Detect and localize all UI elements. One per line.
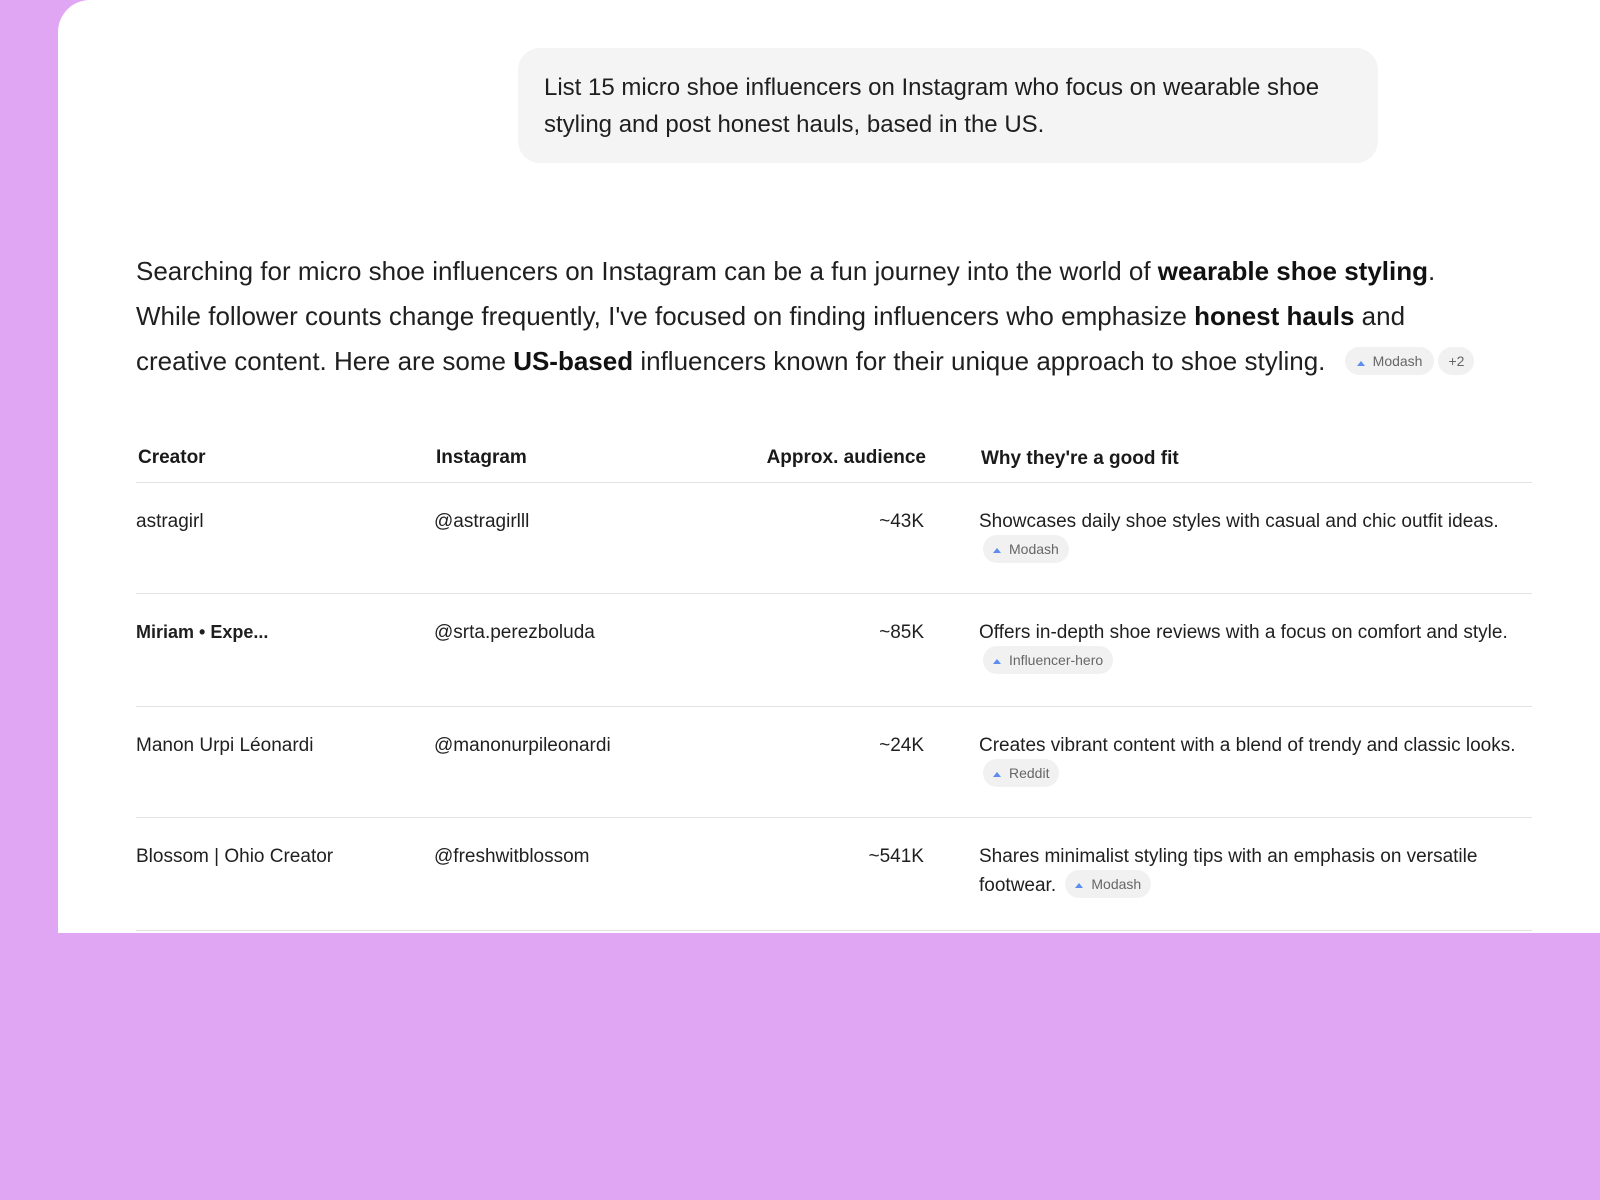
- table-row: [136, 483, 1532, 594]
- creator-name: Miriam • Expe...: [136, 622, 269, 642]
- source-icon: [993, 659, 1001, 664]
- row-source-label: Modash: [1091, 875, 1142, 892]
- more-sources-chip[interactable]: [1438, 347, 1474, 375]
- header-instagram: Instagram: [436, 447, 527, 468]
- header-audience: Approx. audience: [766, 447, 926, 468]
- why-text: Offers in-depth shoe reviews with a focus on comfort and style.: [979, 622, 1508, 643]
- why-text: Creates vibrant content with a blend of trendy and classic looks.: [979, 735, 1516, 756]
- audience-size: ~24K: [879, 735, 924, 756]
- answer-text-4: influencers known for their unique approach to shoe styling.: [633, 346, 1326, 376]
- table-header: [136, 434, 1532, 483]
- why-good-fit: [979, 818, 1527, 930]
- why-good-fit: [979, 594, 1527, 706]
- creator-name: astragirl: [136, 511, 204, 532]
- why-text: Showcases daily shoe styles with casual and chic outfit ideas.: [979, 511, 1499, 532]
- source-icon: [1357, 361, 1365, 366]
- creator-name: Blossom | Ohio Creator: [136, 846, 334, 867]
- user-message-bubble: [518, 48, 1378, 163]
- more-sources-label: +2: [1448, 353, 1465, 370]
- row-source-label: Modash: [1009, 540, 1059, 557]
- instagram-handle: @freshwitblossom: [434, 846, 590, 867]
- table-row: [136, 707, 1532, 818]
- why-good-fit: [979, 707, 1527, 817]
- answer-text-2: . While follower counts change frequently, I've focused on finding influencers who emphasize: [136, 256, 1436, 331]
- instagram-handle: @astragirlll: [434, 511, 530, 532]
- row-source-chip[interactable]: [1065, 870, 1151, 898]
- answer-bold-3: US-based: [513, 346, 634, 376]
- answer-text-1: Searching for micro shoe influencers on Instagram can be a fun journey into the world of: [136, 256, 1158, 286]
- creator-name: Manon Urpi Léonardi: [136, 735, 314, 756]
- influencer-table: [136, 434, 1532, 931]
- row-source-label: Reddit: [1009, 764, 1050, 781]
- user-message-text: List 15 micro shoe influencers on Instagram who focus on wearable shoe styling and post honest hauls, based in the US.: [544, 74, 1320, 138]
- source-icon: [993, 548, 1001, 553]
- row-source-label: Influencer-hero: [1009, 651, 1104, 668]
- header-why: Why they're a good fit: [981, 447, 1179, 469]
- instagram-handle: @manonurpileonardi: [434, 735, 611, 756]
- instagram-handle: @srta.perezboluda: [434, 622, 595, 643]
- chat-panel: [58, 0, 1600, 933]
- audience-size: ~541K: [868, 846, 924, 867]
- source-chip-label: Modash: [1372, 353, 1423, 370]
- header-creator: Creator: [138, 447, 206, 468]
- table-row: [136, 818, 1532, 931]
- row-source-chip[interactable]: [983, 535, 1069, 563]
- source-icon: [1075, 883, 1083, 888]
- source-icon: [993, 772, 1001, 777]
- row-source-chip[interactable]: [983, 759, 1059, 787]
- row-source-chip[interactable]: [983, 646, 1113, 674]
- source-chip[interactable]: [1345, 347, 1435, 375]
- answer-text-3: and creative content. Here are some: [136, 301, 1406, 376]
- answer-bold-1: wearable shoe styling: [1157, 256, 1429, 286]
- why-good-fit: [979, 483, 1527, 593]
- audience-size: ~43K: [879, 511, 924, 532]
- table-row: [136, 594, 1532, 707]
- assistant-answer: [136, 249, 1476, 384]
- answer-bold-2: honest hauls: [1194, 301, 1355, 331]
- why-text: Shares minimalist styling tips with an emphasis on versatile footwear.: [979, 846, 1478, 896]
- audience-size: ~85K: [879, 622, 924, 643]
